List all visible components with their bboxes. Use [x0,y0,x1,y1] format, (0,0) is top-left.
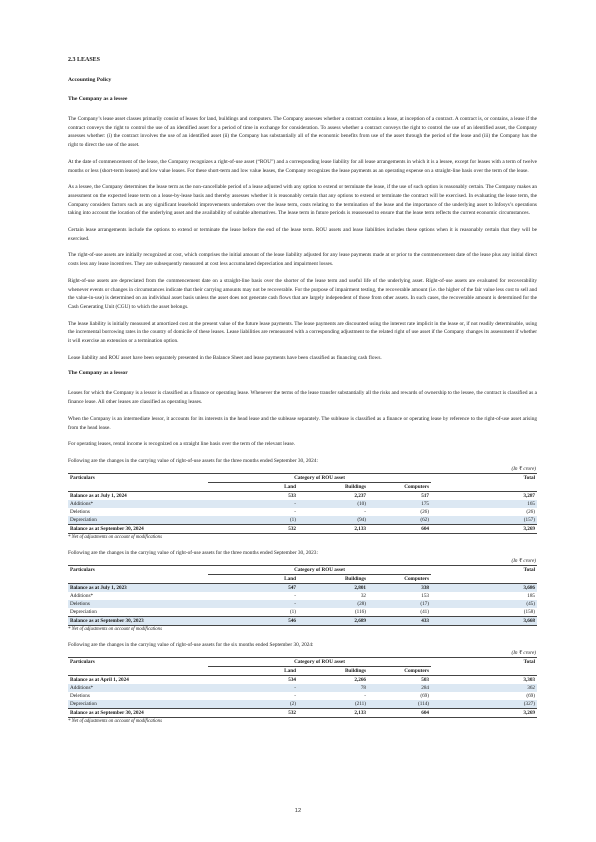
cell-land: - [208,684,298,692]
cell-total: 185 [527,592,536,599]
cell-computers: (41) [420,608,430,615]
rou-table [68,657,537,718]
col-total: Total [451,657,537,666]
table-intro: Following are the changes in the carrying value of right-of-use assets for the three months ended September 30, 2024: [68,457,318,464]
row-spacer [431,675,451,684]
cell-buildings: 2,266 [354,676,366,683]
cell-computers: 338 [368,583,431,592]
table-row [68,516,537,525]
table-row [68,583,537,592]
cell-computers: 175 [368,500,431,508]
table-intro: Following are the changes in the carrying value of right-of-use assets for the six months ended September 30, 2024: [68,641,314,648]
table-footnote: * Net of adjustments on account of modifications [68,534,162,540]
cell-total: (327) [451,700,537,709]
table-row [68,500,537,508]
row-label: Balance as at July 1, 2024 [70,492,127,499]
lessor-paragraph: When the Company is an intermediate lessor, it accounts for its interests in the head lease and the sublease separately. The sublease is classified as a finance or operating lease by reference to the right-of-use asset arising from the head lease. [68,415,537,431]
lessee-paragraph: The right-of-use assets are initially recognized at cost, which comprises the initial amount of the lease liability adjusted for any lease payments made at or prior to the commencement date of the lease plus any initial direct costs less any lease incentives. They are subsequently measured at cost less accumulated depreciation and impairment losses. [68,252,537,268]
lessee-paragraph: The lease liability is initially measured at amortized cost at the present value of the future lease payments. The lease payments are discounted using the interest rate implicit in the lease or, if not readily determinable, using the incremental borrowing rates in the country of domicile of these leases. Lease liabilities are remeasured with a corresponding adjustment to the related right of use asset if the Company changes its assessment if whether it will exercise an extension or a termination option. [68,320,537,345]
cell-land: - [294,592,296,599]
table-subheader-row [68,666,537,675]
table-row [68,608,537,617]
cell-buildings: 32 [360,592,366,599]
table-row [68,684,537,692]
cell-buildings: - [364,692,366,699]
rou-table [68,565,537,626]
table-header-row [68,565,537,574]
row-spacer [431,684,451,692]
subheader-spacer [431,482,451,491]
table-header-row [68,473,537,482]
policy-heading: Accounting Policy [68,77,112,83]
lessee-paragraph: At the date of commencement of the lease, the Company recognizes a right-of-use asset (“ROU”) and a corresponding lease liability for all lease arrangements in which it is a lessee, except for leases with a term of twelve months or less (short-term leases) and low value leases. For these short-term and low value leases, the Company recognizes the lease payments as an operating expense on a straight-line basis over the term of the lease. [68,158,537,174]
row-spacer [431,616,451,625]
lessee-paragraph: Right-of-use assets are depreciated from the commencement date on a straight-line basis over the shorter of the lease term and useful life of the underlying asset. Right-of-use assets are evaluated for recoverability whenever events or changes in circumstances indicate that their carrying amounts may not be recoverable. For the purpose of impairment testing, the recoverable amount (i.e. the higher of the fair value less cost to sell and the value-in-use) is determined on an individual asset basis unless the asset does not generate cash flows that are largely independent of those from other assets. In such cases, the recoverable amount is determined for the Cash Generating Unit (CGU) to which the asset belongs. [68,277,537,310]
page-number: 12 [294,808,302,814]
header-spacer [431,473,451,482]
cell-total: (69) [526,692,536,699]
cell-buildings: 2,801 [298,583,368,592]
row-label: Deletions [68,600,208,608]
col-computers: Computers [368,666,431,675]
col-land: Land [208,482,298,491]
cell-computers: (62) [368,516,431,525]
col-total: Total [451,473,537,482]
cell-land: (2) [208,700,298,709]
cell-computers: (17) [368,600,431,608]
row-spacer [431,700,451,709]
col-buildings: Buildings [298,482,368,491]
row-spacer [431,600,451,608]
col-buildings: Buildings [298,574,368,583]
col-computers: Computers [368,482,431,491]
subheader-spacer [431,666,451,675]
cell-computers: 284 [368,684,431,692]
row-label: Additions* [70,592,94,599]
header-spacer [431,565,451,574]
cell-buildings: 2,689 [298,616,368,625]
subheader-blank [68,666,208,675]
table-row [68,700,537,709]
row-spacer [431,592,451,600]
row-spacer [431,508,451,516]
row-label: Balance as at July 1, 2023 [68,583,208,592]
cell-total: (157) [451,516,537,525]
col-particulars: Particulars [68,473,208,482]
cell-computers: (69) [420,692,430,699]
cell-computers: (114) [368,700,431,709]
lessee-paragraph: As a lessee, the Company determines the lease term as the non-cancellable period of a lease adjusted with any option to extend or terminate the lease, if the use of such option is reasonably certain. The Company makes an assessment on the expected lease term on a lease-by-lease basis and thereby assesses whether it is reasonably certain that any options to extend or terminate the contract will be exercised. In evaluating the lease term, the Company considers factors such as any significant leasehold improvements undertaken over the lease term, costs relating to the termination of the lease and the importance of the underlying asset to Infosys’s operations taking into account the location of the underlying asset and the availability of suitable alternatives. The lease term in future periods is reassessed to ensure that the lease term reflects the current economic circumstances. [68,184,537,217]
lessee-heading: The Company as a lessee [68,96,128,102]
lessor-paragraph: Leases for which the Company is a lessor is classified as a finance or operating lease. Whenever the terms of the lease transfer substantially all the risks and rewards of ownership to the lessee, the contract is classified as a finance lease. All other leases are classified as operating leases. [68,390,537,406]
col-category: Category of ROU asset [208,657,431,666]
cell-land: 533 [288,492,296,499]
cell-total: 362 [451,684,537,692]
row-label: Balance as at September 30, 2024 [68,708,208,717]
table-row [68,675,537,684]
row-label: Depreciation [70,608,97,615]
row-spacer [431,516,451,525]
subheader-blank [68,482,208,491]
row-label: Deletions [70,692,90,699]
table-row [68,616,537,625]
table-subheader-row [68,482,537,491]
cell-computers: 604 [368,524,431,533]
rou-table [68,473,537,534]
cell-total: (26) [526,508,536,515]
cell-buildings: 2,133 [298,524,368,533]
cell-computers: (26) [420,508,430,515]
row-label: Additions* [68,684,208,692]
row-label: Balance as at September 30, 2023 [68,616,208,625]
cell-buildings: (10) [298,500,368,508]
table-unit: (In ₹ crore) [511,649,536,656]
cell-buildings: 2,133 [298,708,368,717]
row-label: Deletions [70,508,90,515]
cell-land: 534 [288,676,296,683]
col-land: Land [208,666,298,675]
row-spacer [431,708,451,717]
page-content [68,57,537,733]
table-intro: Following are the changes in the carrying value of right-of-use assets for the three months ended September 30, 2023: [68,549,318,556]
rou-table-block [68,549,537,633]
table-header-row [68,657,537,666]
table-subheader-row [68,574,537,583]
row-label: Balance as at September 30, 2024 [68,524,208,533]
cell-total: (158) [523,608,536,615]
cell-computers: 153 [421,592,430,599]
cell-total: 3,686 [451,583,537,592]
cell-land: - [294,692,296,699]
row-spacer [431,491,451,500]
table-row [68,491,537,500]
cell-land: - [208,600,298,608]
row-spacer [431,692,451,700]
cell-buildings: (116) [354,608,366,615]
cell-land: - [294,508,296,515]
cell-total: 3,269 [451,708,537,717]
row-label: Balance as at April 1, 2024 [70,676,129,683]
cell-land: 532 [208,524,298,533]
lessor-heading: The Company as a lessor [68,370,128,377]
rou-table-block [68,641,537,725]
cell-computers: 503 [421,676,430,683]
section-title: 2.3 LEASES [68,57,101,63]
cell-buildings: (94) [298,516,368,525]
col-category: Category of ROU asset [208,473,431,482]
row-label: Depreciation [68,516,208,525]
cell-land: 546 [208,616,298,625]
cell-land: 532 [208,708,298,717]
row-spacer [431,500,451,508]
header-spacer [431,657,451,666]
col-particulars: Particulars [68,657,208,666]
table-row [68,524,537,533]
row-label: Depreciation [68,700,208,709]
cell-total: 3,287 [523,492,536,499]
row-spacer [431,583,451,592]
col-total: Total [451,565,537,574]
cell-total: 165 [451,500,537,508]
cell-total: (45) [451,600,537,608]
subheader-total-blank [451,482,537,491]
cell-buildings: 2,237 [354,492,366,499]
table-row [68,600,537,608]
subheader-spacer [431,574,451,583]
table-footnote: * Net of adjustments on account of modifications [68,626,162,632]
cell-buildings: - [364,508,366,515]
cell-total: 3,303 [523,676,536,683]
cell-total: 3,269 [451,524,537,533]
table-row [68,508,537,516]
cell-land: (1) [289,608,296,615]
table-row [68,692,537,700]
table-row [68,592,537,600]
subheader-blank [68,574,208,583]
subheader-total-blank [451,666,537,675]
col-land: Land [208,574,298,583]
col-computers: Computers [368,574,431,583]
row-spacer [431,524,451,533]
cell-buildings: (28) [298,600,368,608]
lessee-paragraph: Certain lease arrangements include the options to extend or terminate the lease before the end of the lease term. ROU assets and lease liabilities includes these options when it is reasonably certain that they will be exercised. [68,227,537,242]
table-row [68,708,537,717]
lessor-paragraph: For operating leases, rental income is recognized on a straight line basis over the term of the relevant lease. [68,441,296,448]
col-category: Category of ROU asset [208,565,431,574]
lessee-paragraph: Lease liability and ROU asset have been separately presented in the Balance Sheet and lease payments have been classified as financing cash flows. [68,354,382,361]
col-buildings: Buildings [298,666,368,675]
cell-total: 3,668 [451,616,537,625]
cell-land: 547 [208,583,298,592]
table-unit: (In ₹ crore) [511,557,536,564]
subheader-total-blank [451,574,537,583]
col-particulars: Particulars [68,565,208,574]
row-spacer [431,608,451,617]
lessee-paragraph: The Company’s lease asset classes primarily consist of leases for land, buildings and computers. The Company assesses whether a contract contains a lease, at inception of a contract. A contract is, or contains, a lease if the contract conveys the right to control the use of an identified asset for a period of time in exchange for consideration. To assess whether a contract conveys the right to control the use of an identified asset, the Company assesses whether: (i) the contract involves the use of an identified asset (ii) the Company has substantially all of the economic benefits from use of the asset through the period of the lease and (iii) the Company has the right to direct the use of the asset. [68,116,537,149]
cell-computers: 433 [368,616,431,625]
cell-computers: 517 [421,492,430,499]
rou-table-block [68,457,537,541]
cell-land: - [208,500,298,508]
table-unit: (In ₹ crore) [511,465,536,472]
cell-land: (1) [208,516,298,525]
cell-computers: 604 [368,708,431,717]
table-footnote: * Net of adjustments on account of modifications [68,718,162,724]
cell-buildings: 78 [298,684,368,692]
row-label: Additions* [68,500,208,508]
cell-buildings: (211) [298,700,368,709]
